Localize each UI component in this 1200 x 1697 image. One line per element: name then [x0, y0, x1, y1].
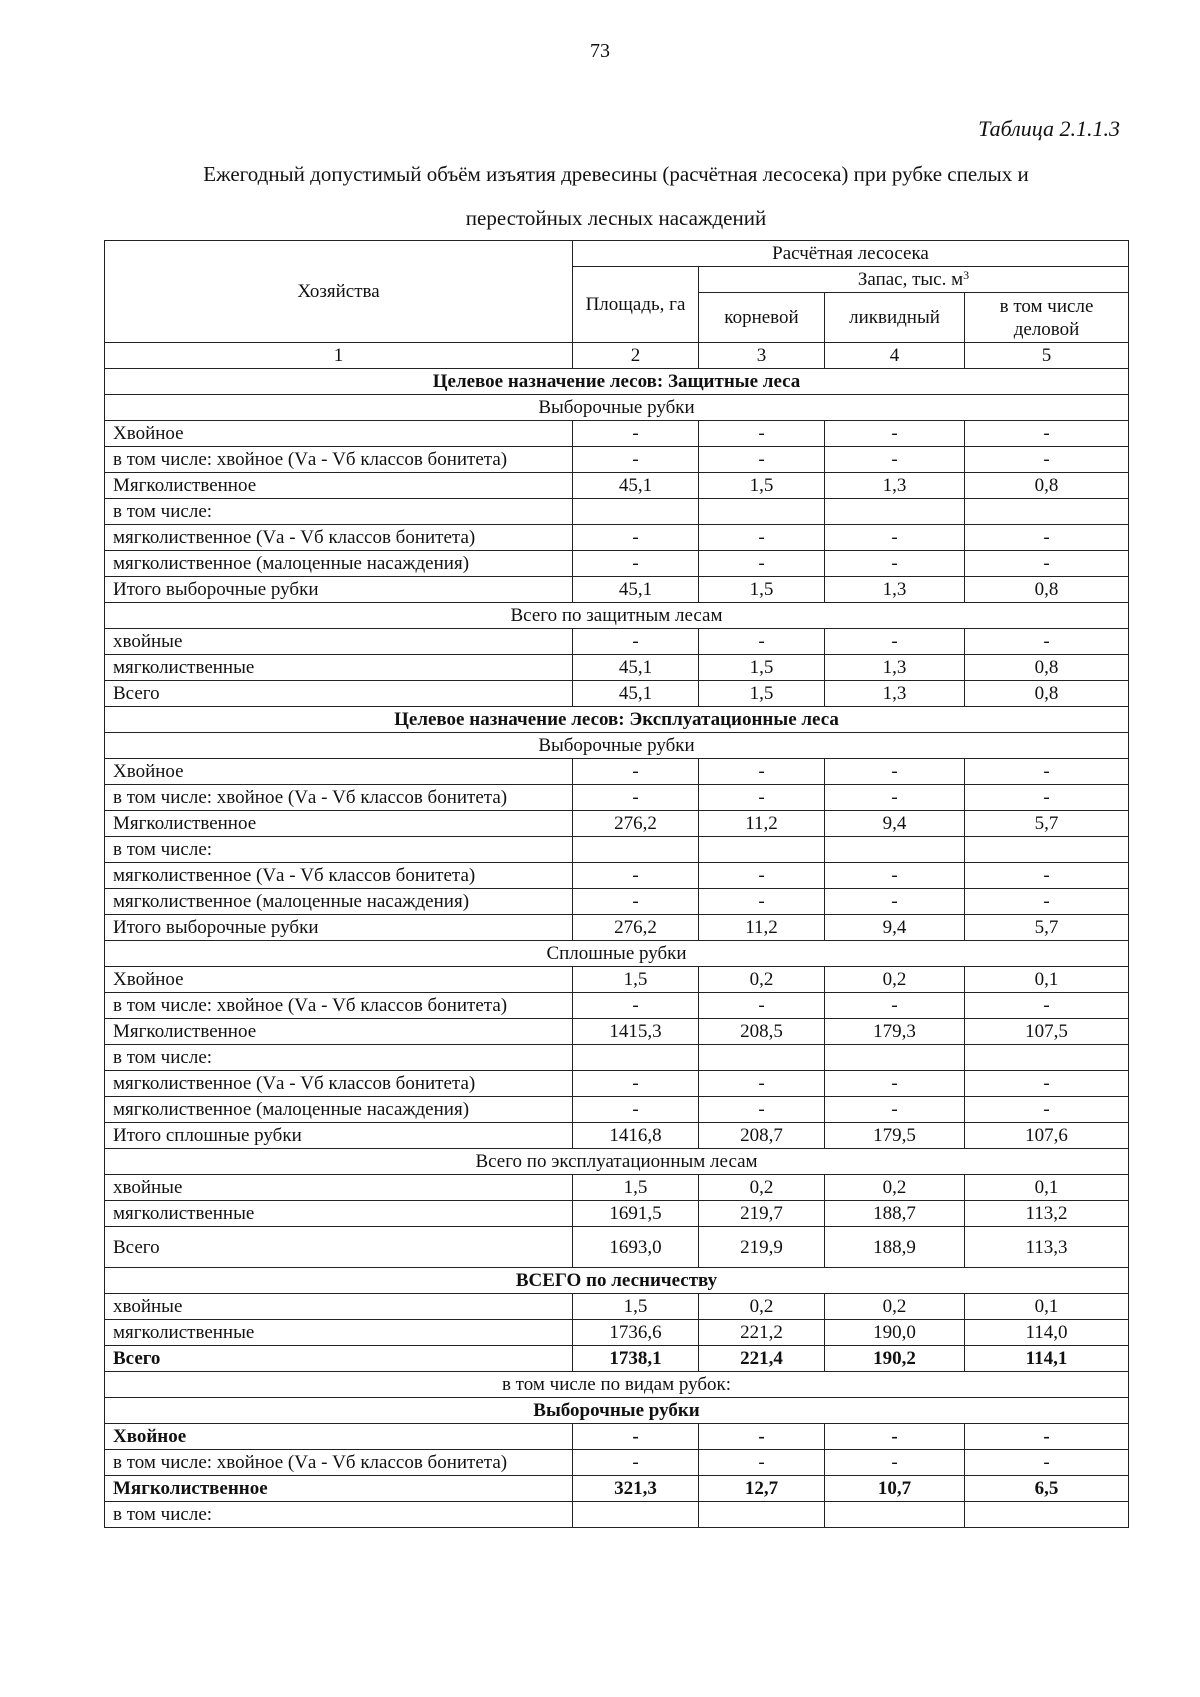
header-business: в том числе деловой: [965, 293, 1129, 343]
row-value: [965, 1045, 1129, 1071]
row-value: -: [573, 447, 699, 473]
table-row: [105, 1346, 1129, 1372]
table-row: [105, 1045, 1129, 1071]
row-value: 1,5: [699, 681, 825, 707]
row-value: -: [573, 785, 699, 811]
row-value: -: [825, 889, 965, 915]
row-value: 11,2: [699, 811, 825, 837]
row-label: Мягколиственное: [105, 1019, 573, 1045]
row-value: -: [965, 993, 1129, 1019]
row-label: хвойные: [105, 1175, 573, 1201]
table-row: [105, 1019, 1129, 1045]
header-area: Площадь, га: [573, 267, 699, 343]
row-value: -: [699, 1450, 825, 1476]
table-row: [105, 1372, 1129, 1398]
row-label: Хвойное: [105, 1424, 573, 1450]
table-row: [105, 1175, 1129, 1201]
row-value: 114,0: [965, 1320, 1129, 1346]
row-value: 113,2: [965, 1201, 1129, 1227]
table-row: [105, 1476, 1129, 1502]
header-col-number: 4: [825, 343, 965, 369]
row-label: мягколиственное (Vа - Vб классов бонитета): [105, 863, 573, 889]
row-value: -: [825, 551, 965, 577]
row-value: -: [825, 863, 965, 889]
row-value: 107,6: [965, 1123, 1129, 1149]
row-value: 0,8: [965, 681, 1129, 707]
row-label: мягколиственные: [105, 1201, 573, 1227]
section-heading: Целевое назначение лесов: Эксплуатационные леса: [105, 707, 1129, 733]
row-value: 276,2: [573, 811, 699, 837]
row-value: 0,2: [699, 1294, 825, 1320]
row-value: [825, 837, 965, 863]
row-value: 9,4: [825, 811, 965, 837]
row-value: 1738,1: [573, 1346, 699, 1372]
table-row: [105, 655, 1129, 681]
table-row: [105, 1320, 1129, 1346]
row-value: [573, 1045, 699, 1071]
row-value: 179,5: [825, 1123, 965, 1149]
header-root: корневой: [699, 293, 825, 343]
row-value: -: [825, 759, 965, 785]
header-col-number: 5: [965, 343, 1129, 369]
row-value: -: [965, 1450, 1129, 1476]
table-row: [105, 577, 1129, 603]
row-value: 179,3: [825, 1019, 965, 1045]
row-value: 5,7: [965, 915, 1129, 941]
row-value: 276,2: [573, 915, 699, 941]
row-value: 1,3: [825, 655, 965, 681]
row-value: 0,1: [965, 1175, 1129, 1201]
row-label: Хвойное: [105, 759, 573, 785]
row-value: [699, 499, 825, 525]
row-value: -: [965, 551, 1129, 577]
row-value: 0,1: [965, 1294, 1129, 1320]
row-value: 0,1: [965, 967, 1129, 993]
table-row: [105, 1268, 1129, 1294]
row-value: -: [699, 551, 825, 577]
table-row: [105, 1227, 1129, 1268]
section-heading: Выборочные рубки: [105, 1398, 1129, 1424]
row-value: -: [965, 447, 1129, 473]
row-value: 219,7: [699, 1201, 825, 1227]
table-row: [105, 993, 1129, 1019]
row-value: [965, 499, 1129, 525]
row-value: -: [965, 863, 1129, 889]
row-label: в том числе:: [105, 1045, 573, 1071]
table-row: [105, 603, 1129, 629]
section-heading: ВСЕГО по лесничеству: [105, 1268, 1129, 1294]
row-value: 1,5: [573, 1294, 699, 1320]
table-row: [105, 525, 1129, 551]
row-value: -: [825, 525, 965, 551]
header-calc: Расчётная лесосека: [573, 241, 1129, 267]
row-value: 1693,0: [573, 1227, 699, 1268]
table-row: [105, 369, 1129, 395]
row-value: 1,3: [825, 577, 965, 603]
row-label: мягколиственное (малоценные насаждения): [105, 551, 573, 577]
row-value: 208,7: [699, 1123, 825, 1149]
header-stock-label: Запас, тыс. м: [857, 269, 964, 290]
row-value: 1415,3: [573, 1019, 699, 1045]
row-value: [699, 1045, 825, 1071]
row-label: в том числе:: [105, 837, 573, 863]
row-value: [573, 499, 699, 525]
row-value: 188,7: [825, 1201, 965, 1227]
row-value: [573, 837, 699, 863]
row-label: Итого выборочные рубки: [105, 577, 573, 603]
row-value: -: [825, 785, 965, 811]
header-col-number: 2: [573, 343, 699, 369]
table-row: [105, 1201, 1129, 1227]
row-value: -: [965, 759, 1129, 785]
row-label: Всего: [105, 1227, 573, 1268]
row-label: в том числе: хвойное (Vа - Vб классов бонитета): [105, 447, 573, 473]
row-value: 1,3: [825, 681, 965, 707]
row-label: мягколиственное (Vа - Vб классов бонитета): [105, 525, 573, 551]
row-value: 190,0: [825, 1320, 965, 1346]
logging-volume-table: [104, 240, 1129, 1528]
subsection-heading: Выборочные рубки: [105, 395, 1129, 421]
table-row: [105, 967, 1129, 993]
row-value: 1,5: [573, 1175, 699, 1201]
row-value: 9,4: [825, 915, 965, 941]
table-title: [104, 152, 1128, 240]
row-value: -: [699, 447, 825, 473]
row-value: 45,1: [573, 577, 699, 603]
row-value: -: [699, 785, 825, 811]
subsection-heading: Сплошные рубки: [105, 941, 1129, 967]
row-value: 0,2: [825, 967, 965, 993]
subsection-heading: в том числе по видам рубок:: [105, 1372, 1129, 1398]
row-value: -: [825, 1097, 965, 1123]
row-value: 1,5: [699, 655, 825, 681]
row-value: [965, 1502, 1129, 1528]
row-value: 1,3: [825, 473, 965, 499]
row-label: Всего: [105, 1346, 573, 1372]
row-value: 208,5: [699, 1019, 825, 1045]
table-row: [105, 733, 1129, 759]
row-label: Мягколиственное: [105, 473, 573, 499]
row-label: Мягколиственное: [105, 1476, 573, 1502]
row-value: -: [699, 525, 825, 551]
row-value: [699, 837, 825, 863]
row-value: -: [573, 889, 699, 915]
row-value: -: [699, 1097, 825, 1123]
row-value: -: [573, 863, 699, 889]
row-value: 0,8: [965, 655, 1129, 681]
header-farms: Хозяйства: [105, 241, 573, 343]
row-value: 45,1: [573, 681, 699, 707]
table-row: [105, 837, 1129, 863]
row-value: -: [699, 759, 825, 785]
table-row: [105, 889, 1129, 915]
row-label: хвойные: [105, 1294, 573, 1320]
row-value: -: [573, 1424, 699, 1450]
header-stock-sup: 3: [963, 268, 970, 282]
row-value: 219,9: [699, 1227, 825, 1268]
table-row: [105, 421, 1129, 447]
row-value: 321,3: [573, 1476, 699, 1502]
row-label: в том числе: хвойное (Vа - Vб классов бонитета): [105, 785, 573, 811]
row-label: в том числе:: [105, 1502, 573, 1528]
row-label: мягколиственное (Vа - Vб классов бонитета): [105, 1071, 573, 1097]
row-value: 6,5: [965, 1476, 1129, 1502]
row-value: -: [699, 993, 825, 1019]
table-row: [105, 707, 1129, 733]
row-value: -: [825, 1450, 965, 1476]
page-number: 73: [590, 40, 610, 62]
header-col-number: 3: [699, 343, 825, 369]
table-row: [105, 811, 1129, 837]
row-value: -: [965, 889, 1129, 915]
header-stock: [699, 267, 1129, 293]
table-row: [105, 447, 1129, 473]
row-value: 190,2: [825, 1346, 965, 1372]
row-value: 1,5: [699, 577, 825, 603]
row-value: -: [965, 421, 1129, 447]
table-row: [105, 1502, 1129, 1528]
row-value: -: [825, 421, 965, 447]
row-value: 0,8: [965, 473, 1129, 499]
row-value: [699, 1502, 825, 1528]
row-label: мягколиственные: [105, 655, 573, 681]
row-label: мягколиственные: [105, 1320, 573, 1346]
subsection-heading: Выборочные рубки: [105, 733, 1129, 759]
row-value: [573, 1502, 699, 1528]
row-value: -: [825, 1424, 965, 1450]
row-label: Мягколиственное: [105, 811, 573, 837]
row-value: 221,4: [699, 1346, 825, 1372]
row-value: 107,5: [965, 1019, 1129, 1045]
row-value: 45,1: [573, 655, 699, 681]
table-row: [105, 551, 1129, 577]
row-value: -: [699, 421, 825, 447]
row-label: мягколиственное (малоценные насаждения): [105, 889, 573, 915]
table-row: [105, 681, 1129, 707]
row-value: 10,7: [825, 1476, 965, 1502]
table-label: Таблица 2.1.1.3: [978, 116, 1120, 141]
row-label: Итого сплошные рубки: [105, 1123, 573, 1149]
row-value: -: [573, 993, 699, 1019]
row-label: Всего: [105, 681, 573, 707]
row-value: -: [573, 1071, 699, 1097]
row-value: 188,9: [825, 1227, 965, 1268]
row-label: мягколиственное (малоценные насаждения): [105, 1097, 573, 1123]
row-value: -: [699, 889, 825, 915]
header-col-number: 1: [105, 343, 573, 369]
row-label: в том числе:: [105, 499, 573, 525]
table-row: [105, 1294, 1129, 1320]
subsection-heading: Всего по эксплуатационным лесам: [105, 1149, 1129, 1175]
row-value: 0,8: [965, 577, 1129, 603]
row-value: -: [965, 785, 1129, 811]
row-label: в том числе: хвойное (Vа - Vб классов бонитета): [105, 993, 573, 1019]
row-value: -: [573, 629, 699, 655]
row-value: 221,2: [699, 1320, 825, 1346]
table-row: [105, 1071, 1129, 1097]
table-title-line-2: перестойных лесных насаждений: [465, 206, 767, 230]
row-value: -: [699, 629, 825, 655]
row-value: 11,2: [699, 915, 825, 941]
row-value: -: [825, 447, 965, 473]
header-liquid: ликвидный: [825, 293, 965, 343]
table-title-line-1: Ежегодный допустимый объём изъятия древесины (расчётная лесосека) при рубке спелых и: [203, 162, 1029, 186]
row-value: -: [965, 1071, 1129, 1097]
row-value: [825, 1502, 965, 1528]
row-value: [825, 1045, 965, 1071]
table-row: [105, 473, 1129, 499]
table-row: [105, 785, 1129, 811]
row-label: Хвойное: [105, 421, 573, 447]
row-value: 0,2: [825, 1175, 965, 1201]
table-row: [105, 1424, 1129, 1450]
table-row: [105, 395, 1129, 421]
table-row: [105, 1097, 1129, 1123]
row-value: -: [573, 421, 699, 447]
row-label: Итого выборочные рубки: [105, 915, 573, 941]
table-row: [105, 1149, 1129, 1175]
table-row: [105, 629, 1129, 655]
row-value: 1416,8: [573, 1123, 699, 1149]
row-value: -: [965, 1424, 1129, 1450]
row-value: 1,5: [573, 967, 699, 993]
row-value: -: [699, 863, 825, 889]
row-value: -: [699, 1424, 825, 1450]
row-value: -: [965, 525, 1129, 551]
row-value: -: [825, 993, 965, 1019]
row-label: Хвойное: [105, 967, 573, 993]
row-value: -: [965, 629, 1129, 655]
row-value: 113,3: [965, 1227, 1129, 1268]
row-value: 0,2: [825, 1294, 965, 1320]
row-label: хвойные: [105, 629, 573, 655]
row-value: 45,1: [573, 473, 699, 499]
table-row: [105, 1123, 1129, 1149]
table-row: [105, 759, 1129, 785]
row-value: -: [699, 1071, 825, 1097]
row-value: [965, 837, 1129, 863]
row-value: -: [573, 551, 699, 577]
table-body: [105, 369, 1129, 1528]
table-row: [105, 499, 1129, 525]
table-row: [105, 1450, 1129, 1476]
subsection-heading: Всего по защитным лесам: [105, 603, 1129, 629]
table-row: [105, 915, 1129, 941]
row-value: 1691,5: [573, 1201, 699, 1227]
row-value: 1736,6: [573, 1320, 699, 1346]
row-value: 0,2: [699, 1175, 825, 1201]
row-value: -: [825, 1071, 965, 1097]
row-value: -: [573, 759, 699, 785]
row-value: 5,7: [965, 811, 1129, 837]
section-heading: Целевое назначение лесов: Защитные леса: [105, 369, 1129, 395]
row-label: в том числе: хвойное (Vа - Vб классов бонитета): [105, 1450, 573, 1476]
row-value: [825, 499, 965, 525]
row-value: 114,1: [965, 1346, 1129, 1372]
table-row: [105, 1398, 1129, 1424]
row-value: -: [965, 1097, 1129, 1123]
row-value: 12,7: [699, 1476, 825, 1502]
row-value: -: [825, 629, 965, 655]
row-value: -: [573, 1097, 699, 1123]
row-value: 1,5: [699, 473, 825, 499]
row-value: -: [573, 525, 699, 551]
table-row: [105, 863, 1129, 889]
table-row: [105, 941, 1129, 967]
row-value: -: [573, 1450, 699, 1476]
row-value: 0,2: [699, 967, 825, 993]
